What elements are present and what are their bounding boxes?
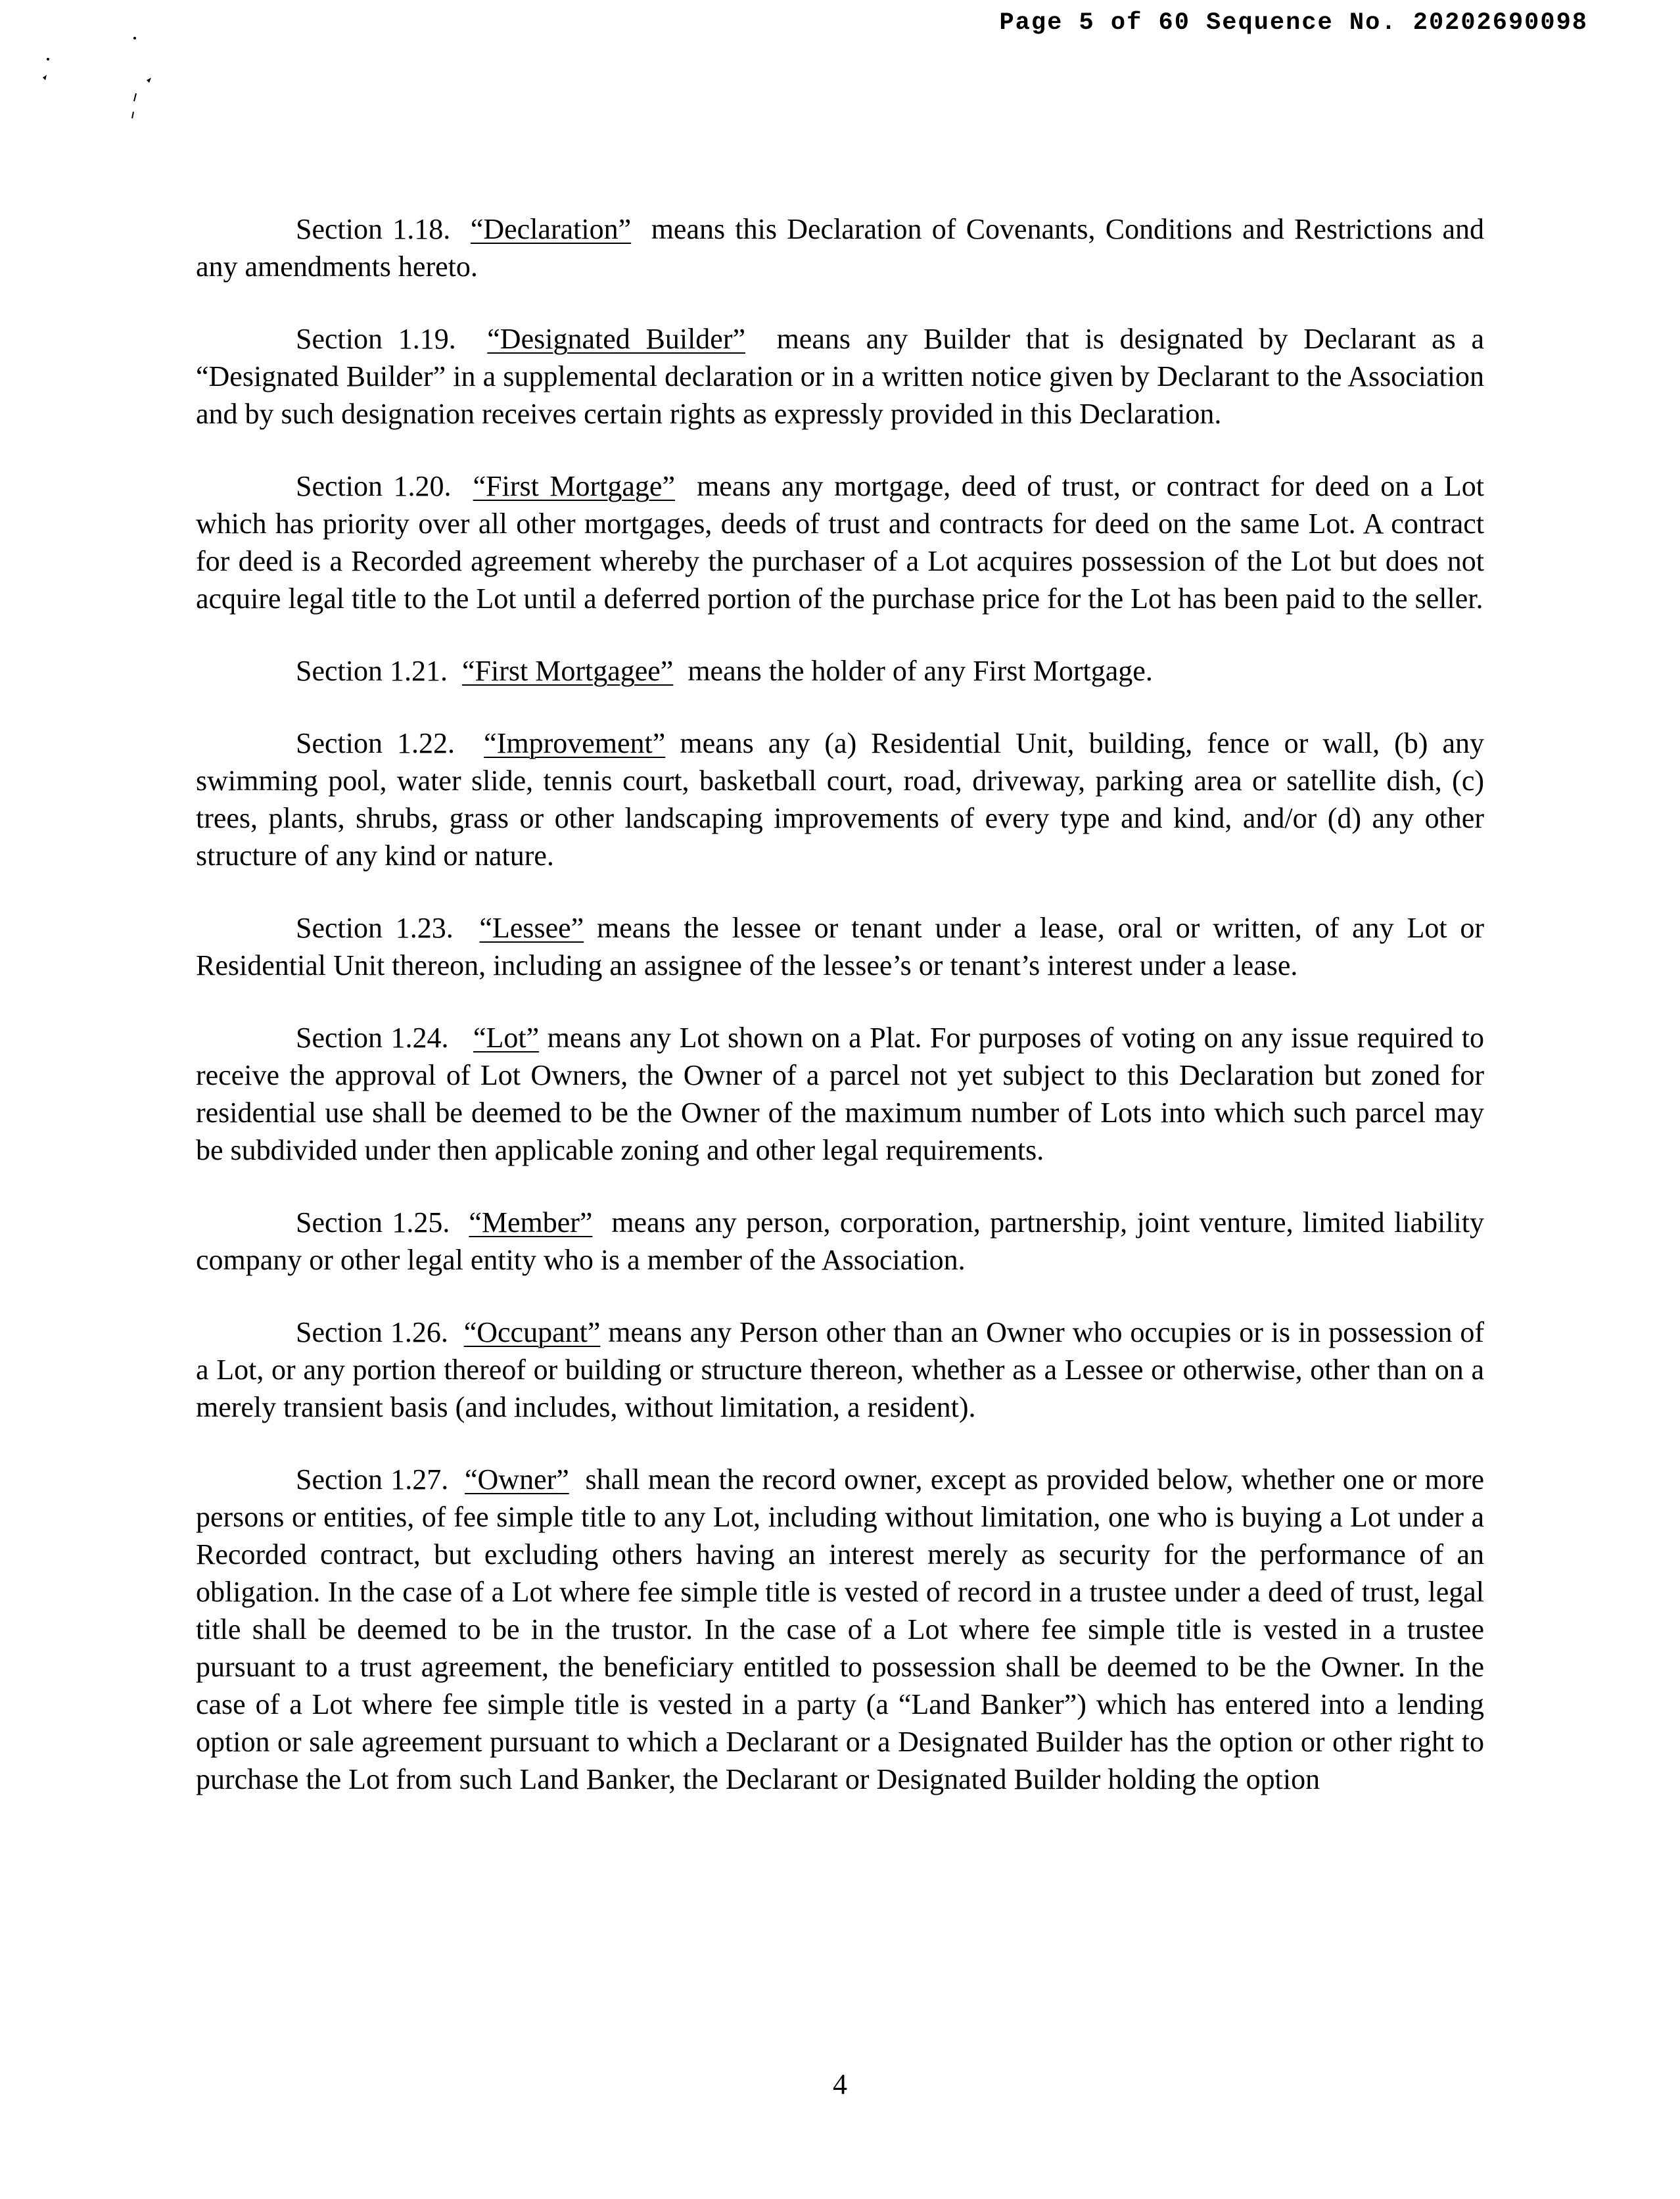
section-text: means any Builder that is designated by Declarant as a “Designated Builder” in a supplemental declaration or in a written notice given by Declarant to the Association and by such designation receives certain rights as expressly provided in this Declaration. bbox=[196, 323, 1485, 430]
page-number: 4 bbox=[833, 2068, 847, 2100]
defined-term: “Member” bbox=[469, 1206, 593, 1239]
section-1-22 bbox=[196, 724, 1484, 874]
section-number: Section 1.23. bbox=[296, 912, 454, 944]
section-number: Section 1.26. bbox=[296, 1316, 448, 1348]
section-number: Section 1.25. bbox=[296, 1206, 450, 1239]
page-header: Page 5 of 60 Sequence No. 20202690098 bbox=[999, 9, 1588, 37]
section-text: means any Lot shown on a Plat. For purposes of voting on any issue required to receive the approval of Lot Owners, the Owner of a parcel not yet subject to this Declaration but zoned for residential use shall be deemed to be the Owner of the maximum number of Lots into which such parcel may be subdivided under then applicable zoning and other legal requirements. bbox=[196, 1022, 1485, 1166]
section-number: Section 1.24. bbox=[296, 1022, 449, 1054]
section-1-18 bbox=[196, 210, 1484, 285]
section-1-21 bbox=[196, 652, 1484, 690]
defined-term: “Lot” bbox=[473, 1022, 540, 1054]
scan-specks bbox=[36, 20, 168, 118]
section-text: means this Declaration of Covenants, Conditions and Restrictions and any amendments hereto. bbox=[196, 213, 1485, 283]
section-text: means any (a) Residential Unit, building, fence or wall, (b) any swimming pool, water slide, tennis court, basketball court, road, driveway, parking area or satellite dish, (c) trees, plants, shrubs, grass or other landscaping improvements of every type and kind, and/or (d) any other structure of any kind or nature. bbox=[196, 727, 1485, 872]
section-number: Section 1.20. bbox=[296, 470, 452, 502]
defined-term: “Designated Builder” bbox=[487, 323, 746, 355]
section-number: Section 1.18. bbox=[296, 213, 451, 245]
section-text: means any mortgage, deed of trust, or contract for deed on a Lot which has priority over all other mortgages, deeds of trust and contracts for deed on the same Lot. A contract for deed is a Recorded agreement whereby the purchaser of a Lot acquires possession of the Lot but does not acquire legal title to the Lot until a deferred portion of the purchase price for the Lot has been paid to the seller. bbox=[196, 470, 1484, 615]
defined-term: “First Mortgagee” bbox=[461, 655, 674, 687]
section-text: means the lessee or tenant under a lease, oral or written, of any Lot or Residential Unit thereon, including an assignee of the lessee’s or tenant’s interest under a lease. bbox=[196, 912, 1485, 981]
section-text: means any Person other than an Owner who occupies or is in possession of a Lot, or any portion thereof or building or structure thereon, whether as a Lessee or otherwise, other than on a merely transient basis (and includes, without limitation, a resident). bbox=[196, 1316, 1485, 1423]
defined-term: “Owner” bbox=[464, 1463, 569, 1496]
section-1-23 bbox=[196, 909, 1484, 984]
defined-term: “Declaration” bbox=[470, 213, 632, 245]
section-number: Section 1.22. bbox=[296, 727, 455, 759]
section-number: Section 1.27. bbox=[296, 1463, 449, 1496]
section-1-24 bbox=[196, 1019, 1484, 1169]
section-number: Section 1.21. bbox=[296, 655, 448, 687]
section-1-25 bbox=[196, 1204, 1484, 1279]
section-1-20 bbox=[196, 467, 1484, 617]
section-text: means the holder of any First Mortgage. bbox=[688, 655, 1153, 687]
defined-term: “Improvement” bbox=[484, 727, 666, 759]
section-1-27 bbox=[196, 1461, 1484, 1798]
section-text: shall mean the record owner, except as provided below, whether one or more persons or entities, of fee simple title to any Lot, including without limitation, one who is buying a Lot under a Recorded contract, but excluding others having an interest merely as security for the performance of an obligation. In the case of a Lot where fee simple title is vested of record in a trustee under a deed of trust, legal title shall be deemed to be in the trustor. In the case of a Lot where fee simple title is vested in a trustee pursuant to a trust agreement, the beneficiary entitled to possession shall be deemed to be the Owner. In the case of a Lot where fee simple title is vested in a party (a “Land Banker”) which has entered into a lending option or sale agreement pursuant to which a Declarant or a Designated Builder has the option or other right to purchase the Lot from such Land Banker, the Declarant or Designated Builder holding the option bbox=[196, 1463, 1484, 1795]
document-body bbox=[196, 210, 1484, 1833]
defined-term: “Occupant” bbox=[463, 1316, 601, 1348]
defined-term: “Lessee” bbox=[479, 912, 584, 944]
defined-term: “First Mortgage” bbox=[473, 470, 675, 502]
section-number: Section 1.19. bbox=[296, 323, 456, 355]
section-text: means any person, corporation, partnership, joint venture, limited liability company or other legal entity who is a member of the Association. bbox=[196, 1206, 1484, 1276]
section-1-26 bbox=[196, 1313, 1484, 1426]
section-1-19 bbox=[196, 320, 1484, 433]
